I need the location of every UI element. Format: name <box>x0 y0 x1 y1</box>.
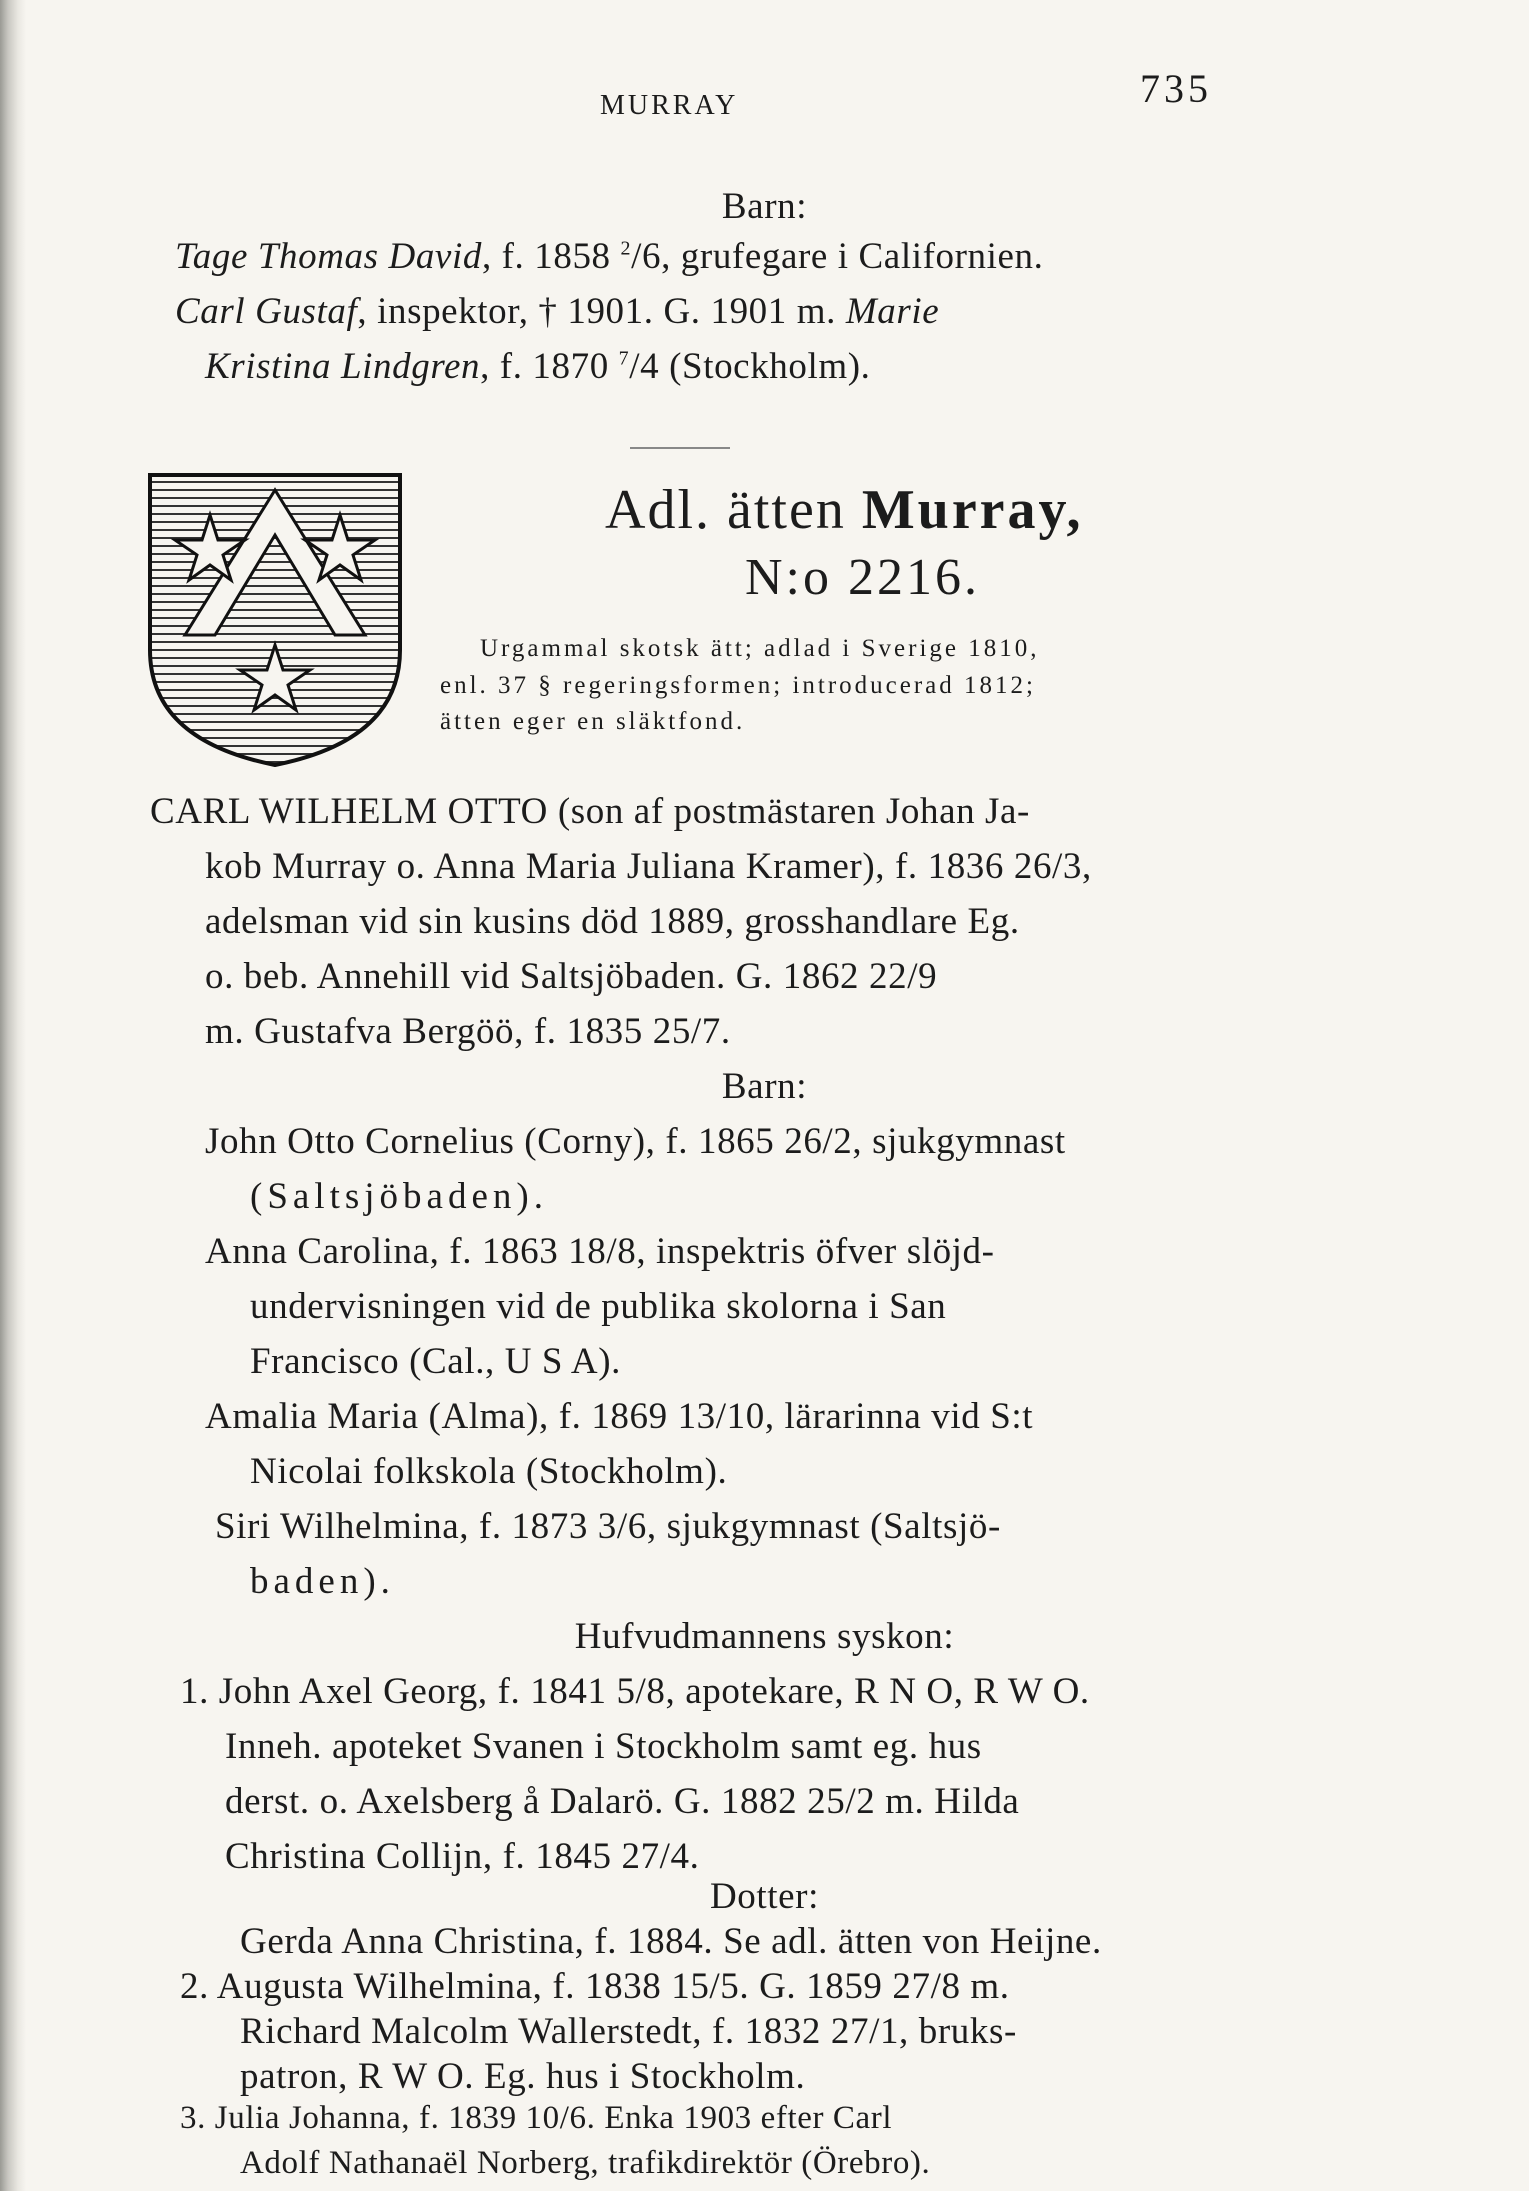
daughter-line-3: Richard Malcolm Wallerstedt, f. 1832 27/1, bruks- <box>240 2011 1017 2052</box>
main-line-1: CARL WILHELM OTTO (son af postmästaren Johan Ja- <box>150 791 1030 832</box>
sibling-line-2: Inneh. apoteket Svanen i Stockholm samt eg. hus <box>225 1726 982 1767</box>
daughter-heading: Dotter: <box>709 1876 819 1917</box>
sibling-line-4: Christina Collijn, f. 1845 27/4. <box>225 1836 700 1877</box>
children-heading-top: Barn: <box>721 186 808 227</box>
child-line-9: baden). <box>250 1561 395 1602</box>
child-line-2: (Saltsjöbaden). <box>250 1176 548 1217</box>
top-line-3: Kristina Lindgren, f. 1870 $^7$/4 (Stockholm). <box>205 346 871 387</box>
family-note-3: ätten eger en släktfond. <box>440 708 746 735</box>
daughter-line-6: Adolf Nathanaël Norberg, trafikdirektör (Örebro). <box>240 2145 931 2181</box>
child-line-8: Siri Wilhelmina, f. 1873 3/6, sjukgymnast (Saltsjö- <box>215 1506 1001 1547</box>
family-number: N:o 2216. <box>745 549 980 606</box>
family-note-1: Urgammal skotsk ätt; adlad i Sverige 1810, <box>480 635 1040 662</box>
section-divider <box>630 447 730 449</box>
main-line-2: kob Murray o. Anna Maria Juliana Kramer), f. 1836 26/3, <box>205 846 1092 887</box>
running-header: MURRAY <box>600 90 739 121</box>
page-number: 735 <box>1140 66 1212 111</box>
main-line-3: adelsman vid sin kusins död 1889, grosshandlare Eg. <box>205 901 1020 942</box>
child-line-5: Francisco (Cal., U S A). <box>250 1341 621 1382</box>
main-line-5: m. Gustafva Bergöö, f. 1835 25/7. <box>205 1011 731 1052</box>
child-line-3: Anna Carolina, f. 1863 18/8, inspektris öfver slöjd- <box>205 1231 995 1272</box>
family-note-2: enl. 37 § regeringsformen; introducerad 1812; <box>440 672 1036 699</box>
top-line-2: Carl Gustaf, inspektor, † 1901. G. 1901 m. Marie <box>175 291 940 332</box>
child-line-4: undervisningen vid de publika skolorna i San <box>250 1286 947 1327</box>
child-line-1: John Otto Cornelius (Corny), f. 1865 26/2, sjukgymnast <box>205 1121 1066 1162</box>
top-line-1: Tage Thomas David, f. 1858 $^2$/6, grufegare i Californien. <box>175 236 1044 277</box>
daughter-line-5: 3. Julia Johanna, f. 1839 10/6. Enka 1903 efter Carl <box>180 2100 893 2136</box>
coat-of-arms-icon <box>145 470 405 770</box>
siblings-heading: Hufvudmannens syskon: <box>574 1616 955 1657</box>
children-heading: Barn: <box>721 1066 808 1107</box>
daughter-line-1: Gerda Anna Christina, f. 1884. Se adl. ätten von Heijne. <box>240 1921 1102 1962</box>
child-line-6: Amalia Maria (Alma), f. 1869 13/10, lärarinna vid S:t <box>205 1396 1034 1437</box>
daughter-line-2: 2. Augusta Wilhelmina, f. 1838 15/5. G. 1859 27/8 m. <box>180 1966 1010 2007</box>
main-line-4: o. beb. Annehill vid Saltsjöbaden. G. 1862 22/9 <box>205 956 938 997</box>
family-title: Adl. ätten Murray, <box>605 479 1084 541</box>
child-line-7: Nicolai folkskola (Stockholm). <box>250 1451 728 1492</box>
daughter-line-4: patron, R W O. Eg. hus i Stockholm. <box>240 2056 806 2097</box>
sibling-line-3: derst. o. Axelsberg å Dalarö. G. 1882 25/2 m. Hilda <box>225 1781 1020 1822</box>
sibling-line-1: 1. John Axel Georg, f. 1841 5/8, apotekare, R N O, R W O. <box>180 1671 1090 1712</box>
